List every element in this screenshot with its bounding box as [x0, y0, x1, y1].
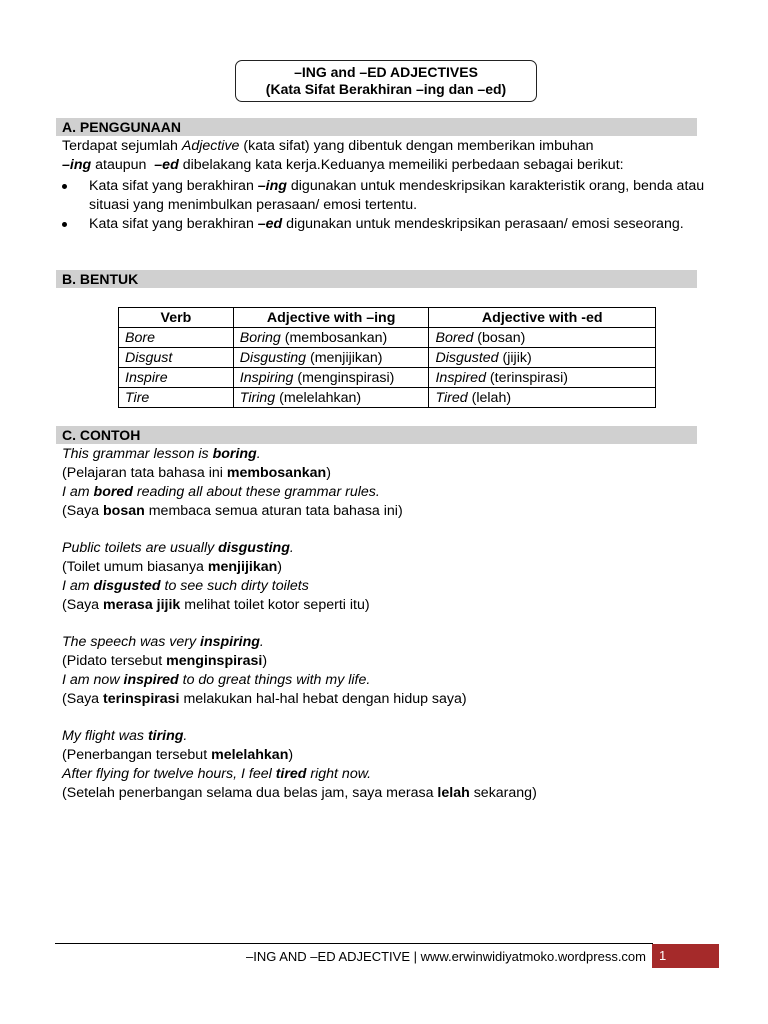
ing-word: Inspiring	[239, 369, 294, 386]
translation-text: (Penerbangan tersebut	[62, 747, 212, 763]
translation-text: membaca semua aturan tata bahasa ini)	[144, 503, 403, 519]
ing-cell	[233, 368, 429, 388]
suffix-ing: –ing	[62, 157, 92, 173]
ing-translation: (menjijikan)	[306, 349, 383, 366]
translation-text: sekarang)	[469, 785, 537, 801]
ed-translation: (jijik)	[498, 349, 532, 366]
verb-word: Disgust	[125, 349, 173, 366]
ed-word: Inspired	[435, 369, 486, 386]
bullet-suffix: –ing	[257, 178, 287, 194]
ed-cell	[429, 368, 656, 388]
ing-translation: (melelahkan)	[275, 389, 362, 406]
translation-keyword: menginspirasi	[166, 653, 263, 669]
intro-text: Terdapat sejumlah	[62, 138, 182, 154]
translation-text: (Saya	[62, 503, 104, 519]
sentence-text: .	[183, 728, 188, 744]
intro-line-1	[62, 137, 594, 156]
ed-word: Tired	[435, 389, 468, 406]
sentence-text: Public toilets are usually	[62, 540, 219, 556]
example-sentence	[62, 577, 309, 596]
sentence-keyword: inspired	[123, 672, 179, 688]
bullet-dot-icon	[62, 184, 67, 189]
translation-text: melihat toilet kotor seperti itu)	[180, 597, 370, 613]
intro-text: ataupun	[91, 157, 155, 173]
example-translation	[62, 558, 282, 577]
translation-keyword: bosan	[103, 503, 145, 519]
sentence-text: This grammar lesson is	[62, 446, 213, 462]
translation-keyword: lelah	[437, 785, 470, 801]
section-b-heading: B. BENTUK	[56, 270, 697, 288]
bullet-text: Kata sifat yang berakhiran	[89, 216, 258, 232]
translation-text: melakukan hal-hal hebat dengan hidup saya)	[179, 691, 467, 707]
bullet-item	[62, 177, 709, 215]
intro-text: dibelakang kata kerja.Keduanya memeiliki perbedaan sebagai berikut:	[178, 157, 624, 173]
sentence-keyword: disgusted	[93, 578, 161, 594]
ing-translation: (menginspirasi)	[293, 369, 395, 386]
table-row	[119, 328, 656, 348]
column-header-verb: Verb	[119, 308, 234, 328]
ed-cell	[429, 388, 656, 408]
translation-text: (Toilet umum biasanya	[62, 559, 208, 575]
bullet-item	[62, 215, 699, 234]
footer-text: –ING AND –ED ADJECTIVE | www.erwinwidiyatmoko.wordpress.com	[246, 949, 646, 964]
translation-text: )	[262, 653, 268, 669]
example-sentence	[62, 539, 294, 558]
sentence-text: .	[259, 634, 264, 650]
verb-cell	[119, 388, 234, 408]
ing-translation: (membosankan)	[280, 329, 388, 346]
example-translation	[62, 690, 467, 709]
ing-word: Disgusting	[239, 349, 307, 366]
translation-text: (Pidato tersebut	[62, 653, 167, 669]
example-sentence	[62, 445, 261, 464]
translation-keyword: melelahkan	[211, 747, 289, 763]
table-row	[119, 348, 656, 368]
column-header-ing: Adjective with –ing	[233, 308, 429, 328]
verb-word: Tire	[125, 389, 150, 406]
bullet-text: digunakan untuk mendeskripsikan perasaan/ emosi seseorang.	[282, 216, 684, 232]
translation-text: (Pelajaran tata bahasa ini	[62, 465, 227, 481]
table-header-row	[119, 308, 656, 328]
translation-keyword: membosankan	[226, 465, 327, 481]
translation-text: (Saya	[62, 597, 104, 613]
adjective-forms-table	[118, 307, 656, 408]
title-line-2: (Kata Sifat Berakhiran –ing dan –ed)	[265, 81, 507, 97]
example-sentence	[62, 483, 380, 502]
sentence-text: to do great things with my life.	[178, 672, 371, 688]
sentence-text: .	[256, 446, 261, 462]
sentence-text: .	[289, 540, 294, 556]
intro-adjective: Adjective	[181, 138, 240, 154]
suffix-ed: –ed	[154, 157, 179, 173]
table-row	[119, 388, 656, 408]
table-row	[119, 368, 656, 388]
translation-keyword: terinspirasi	[103, 691, 180, 707]
verb-cell	[119, 328, 234, 348]
sentence-keyword: boring	[212, 446, 257, 462]
sentence-text: to see such dirty toilets	[160, 578, 309, 594]
sentence-text: right now.	[306, 766, 372, 782]
example-translation	[62, 464, 331, 483]
example-translation	[62, 652, 267, 671]
verb-word: Inspire	[125, 369, 168, 386]
ing-word: Boring	[239, 329, 281, 346]
footer-divider	[55, 943, 653, 944]
ed-cell	[429, 348, 656, 368]
ed-word: Bored	[435, 329, 474, 346]
example-sentence	[62, 765, 371, 784]
translation-text: (Setelah penerbangan selama dua belas jam, saya merasa	[62, 785, 438, 801]
translation-text: (Saya	[62, 691, 104, 707]
section-a-heading: A. PENGGUNAAN	[56, 118, 697, 136]
section-c-heading: C. CONTOH	[56, 426, 697, 444]
sentence-text: The speech was very	[62, 634, 200, 650]
translation-keyword: menjijikan	[207, 559, 278, 575]
translation-text: )	[326, 465, 331, 481]
sentence-keyword: tiring	[147, 728, 184, 744]
bullet-text: digunakan untuk mendeskripsikan karakteristik orang, benda atau situasi yang menimbulkan perasaan/ emosi tertentu.	[89, 178, 705, 213]
title-line-1: –ING and –ED ADJECTIVES	[294, 64, 478, 80]
sentence-keyword: tired	[275, 766, 307, 782]
sentence-text: After flying for twelve hours, I feel	[62, 766, 276, 782]
translation-text: )	[277, 559, 283, 575]
usage-bullet-list	[62, 177, 712, 234]
example-translation	[62, 596, 370, 615]
ed-translation: (bosan)	[473, 329, 526, 346]
sentence-keyword: inspiring	[200, 634, 260, 650]
ed-translation: (terinspirasi)	[485, 369, 568, 386]
sentence-text: I am	[62, 578, 94, 594]
translation-keyword: merasa jijik	[103, 597, 181, 613]
sentence-keyword: bored	[93, 484, 133, 500]
sentence-text: My flight was	[62, 728, 148, 744]
example-translation	[62, 784, 537, 803]
ing-cell	[233, 388, 429, 408]
verb-cell	[119, 368, 234, 388]
ed-translation: (lelah)	[467, 389, 512, 406]
sentence-text: reading all about these grammar rules.	[132, 484, 380, 500]
ed-word: Disgusted	[435, 349, 499, 366]
example-sentence	[62, 633, 264, 652]
example-translation	[62, 502, 403, 521]
sentence-text: I am now	[62, 672, 124, 688]
translation-text: )	[288, 747, 294, 763]
example-sentence	[62, 727, 187, 746]
sentence-text: I am	[62, 484, 94, 500]
ed-cell	[429, 328, 656, 348]
example-sentence	[62, 671, 370, 690]
sentence-keyword: disgusting	[218, 540, 290, 556]
example-translation	[62, 746, 293, 765]
page-number-badge: 1	[652, 944, 719, 968]
intro-line-2	[62, 156, 624, 175]
verb-cell	[119, 348, 234, 368]
ing-word: Tiring	[239, 389, 276, 406]
verb-word: Bore	[125, 329, 155, 346]
column-header-ed: Adjective with -ed	[429, 308, 656, 328]
document-title	[235, 60, 537, 102]
intro-text: (kata sifat) yang dibentuk dengan memberikan imbuhan	[239, 138, 594, 154]
bullet-dot-icon	[62, 222, 67, 227]
ing-cell	[233, 328, 429, 348]
bullet-suffix: –ed	[257, 216, 283, 232]
ing-cell	[233, 348, 429, 368]
bullet-text: Kata sifat yang berakhiran	[89, 178, 258, 194]
